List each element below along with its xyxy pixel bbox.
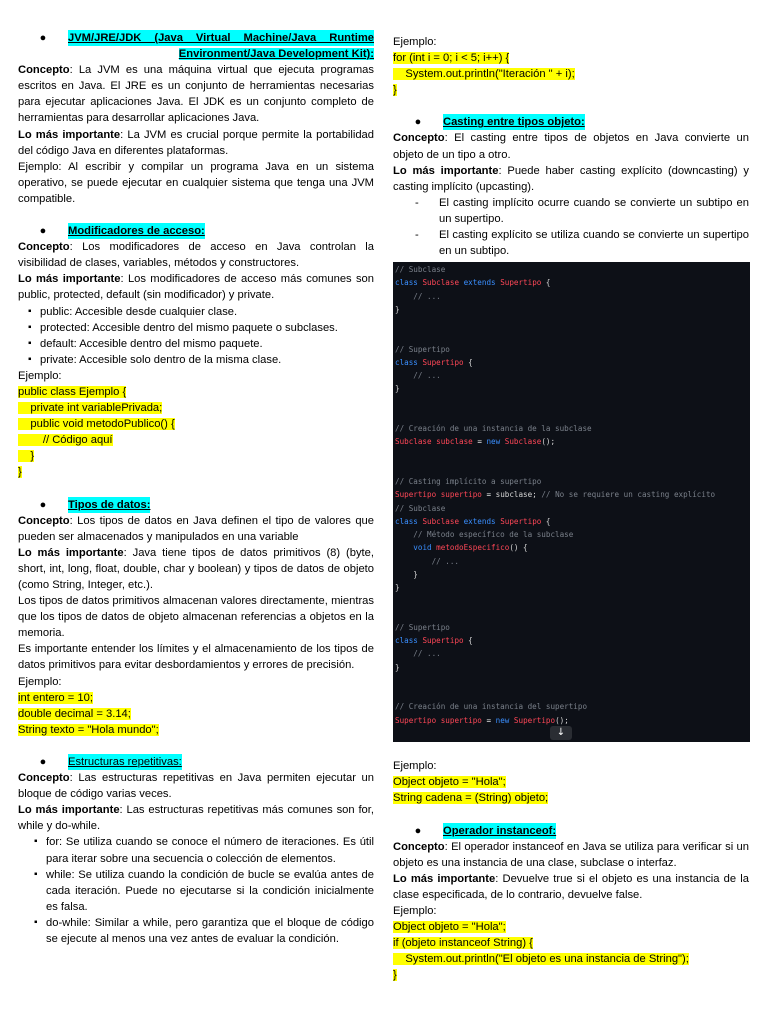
paragraph: Lo más importante: Devuelve true si el objeto es una instancia de la clase especificada, de lo contrario, devuelve false. <box>393 872 749 901</box>
section-heading-modificadores <box>18 223 374 239</box>
code-line: String cadena = (String) objeto; <box>393 792 549 805</box>
paragraph: Lo más importante: Java tiene tipos de datos primitivos (8) (byte, short, int, long, float, double, char y boolean) y tipos de datos de objeto (como String, Integer, etc.). <box>18 546 374 591</box>
paragraph: Concepto: Los tipos de datos en Java definen el tipo de valores que pueden ser almacenados y manipulados en una variable <box>18 514 374 543</box>
bullet-icon: ● <box>39 32 47 44</box>
code-line: public class Ejemplo { <box>18 385 127 398</box>
paragraph: Lo más importante: Los modificadores de acceso más comunes son public, protected, default (sin modificador) y private. <box>18 273 374 302</box>
list-item: ▪ do-while: Similar a while, pero garantiza que el bloque de código se ejecute al menos una vez antes de evaluar la condición. <box>34 915 374 947</box>
example-label: Ejemplo: <box>18 369 62 382</box>
heading-text: Modificadores de acceso: <box>68 223 205 239</box>
section-heading-casting <box>393 114 749 130</box>
list-item: - El casting explícito se utiliza cuando se convierte un supertipo en un subtipo. <box>393 227 749 259</box>
section-heading-instanceof <box>393 823 749 839</box>
code-line: } <box>393 969 397 982</box>
list-item: ▪ protected: Accesible dentro del mismo paquete o subclases. <box>28 320 374 336</box>
heading-text: Tipos de datos: <box>68 497 150 513</box>
loop-list <box>18 834 374 947</box>
list-item: ▪ while: Se utiliza cuando la condición de bucle se evalúa antes de cada iteración. Puede no ejecutarse si la condición inicialmente es falsa. <box>34 867 374 915</box>
paragraph: Concepto: El operador instanceof en Java se utiliza para verificar si un objeto es una instancia de una clase, subclase o interfaz. <box>393 840 749 869</box>
list-item: ▪ public: Accesible desde cualquier clase. <box>28 304 374 320</box>
bullet-icon: ● <box>39 755 47 768</box>
code-line: for (int i = 0; i < 5; i++) { <box>393 52 510 65</box>
right-column <box>393 34 749 983</box>
code-line: Object objeto = "Hola"; <box>393 921 506 934</box>
code-line: } <box>393 84 397 97</box>
paragraph: Es importante entender los límites y el almacenamiento de los tipos de datos primitivos para evitar desbordamientos y errores de precisión. <box>18 643 374 672</box>
code-block <box>393 919 749 983</box>
code-line: public void metodoPublico() { <box>18 418 175 431</box>
example-label: Ejemplo: <box>393 36 437 48</box>
paragraph: Lo más importante: Las estructuras repetitivas más comunes son for, while y do-while. <box>18 804 374 833</box>
paragraph: Concepto: El casting entre tipos de objetos en Java convierte un objeto de un tipo a otro. <box>393 132 749 161</box>
code-line: String texto = "Hola mundo"; <box>18 723 159 736</box>
code-line: } <box>18 466 22 479</box>
heading-text: Estructuras repetitivas: <box>68 754 182 770</box>
bullet-icon: ● <box>39 225 47 238</box>
code-line: // Código aquí <box>18 434 113 447</box>
code-line: if (objeto instanceof String) { <box>393 937 533 950</box>
code-line: System.out.println("El objeto es una instancia de String"); <box>393 953 689 966</box>
code-screenshot: // Subclase class Subclase extends Supertipo { // ... } // Supertipo class Supertipo { // ... } // Creación de una instancia de la subclase Subclase subclase = new Subclase(); // Casting implícito a supertipo Supertipo supertipo = subclase; // No se requiere un casting explícito // Subclase class Subclase extends Supertipo { // Método específico de la subclase void metodoEspecifico() { // ... } } // Supertipo class Supertipo { // ... } // Creación de una instancia del supertipo Supertipo supertipo = new Supertipo(); ↓ <box>393 262 750 742</box>
section-heading-tipos <box>18 497 374 513</box>
code-block <box>393 774 749 806</box>
code-line: } <box>18 450 35 463</box>
code-line: int entero = 10; <box>18 691 93 704</box>
example-label: Ejemplo: <box>393 760 437 773</box>
list-item: - El casting implícito ocurre cuando se convierte un subtipo en un supertipo. <box>393 195 749 227</box>
paragraph: Concepto: Las estructuras repetitivas en Java permiten ejecutar un bloque de código varias veces. <box>18 772 374 801</box>
heading-text: JVM/JRE/JDK (Java Virtual Machine/Java Runtime <box>68 32 374 44</box>
code-block <box>393 50 749 98</box>
section-heading-jvm <box>18 30 374 46</box>
code-line: System.out.println("Iteración " + i); <box>393 68 575 81</box>
scroll-down-icon[interactable]: ↓ <box>550 726 572 740</box>
casting-list <box>393 195 749 259</box>
modifier-list <box>18 304 374 368</box>
left-column <box>18 30 374 947</box>
paragraph: Lo más importante: La JVM es crucial porque permite la portabilidad del código Java en diferentes plataformas. <box>18 128 374 157</box>
heading-text: Casting entre tipos objeto: <box>443 114 585 130</box>
code-line: double decimal = 3.14; <box>18 707 131 720</box>
bullet-icon: ● <box>414 116 422 129</box>
section-heading-estructuras <box>18 754 374 770</box>
bullet-icon: ● <box>39 498 47 511</box>
heading-text: Environment/Java Development Kit): <box>178 48 374 61</box>
example-label: Ejemplo: <box>393 904 437 917</box>
code-line: private int variablePrivada; <box>18 402 163 415</box>
list-item: ▪ default: Accesible dentro del mismo paquete. <box>28 336 374 352</box>
paragraph: Concepto: La JVM es una máquina virtual que ejecuta programas escritos en Java. El JRE es un conjunto de herramientas necesarias para ejecutar aplicaciones Java. El JDK es un conjunto completo de herramientas para desarrollar aplicaciones Java. <box>18 64 374 125</box>
paragraph: Concepto: Los modificadores de acceso en Java controlan la visibilidad de clases, variables, métodos y constructores. <box>18 241 374 270</box>
code-line: Object objeto = "Hola"; <box>393 776 506 789</box>
paragraph: Ejemplo: Al escribir y compilar un programa Java en un sistema operativo, se puede ejecutar en cualquier sistema que tenga una JVM compatible. <box>18 160 374 205</box>
code-block <box>18 690 374 738</box>
heading-text: Operador instanceof: <box>443 823 556 839</box>
list-item: ▪ private: Accesible solo dentro de la misma clase. <box>28 352 374 368</box>
paragraph: Lo más importante: Puede haber casting explícito (downcasting) y casting implícito (upcasting). <box>393 164 749 193</box>
list-item: ▪ for: Se utiliza cuando se conoce el número de iteraciones. Es útil para iterar sobre una secuencia o colección de elementos. <box>34 834 374 866</box>
code-block <box>18 384 374 481</box>
paragraph: Los tipos de datos primitivos almacenan valores directamente, mientras que los tipos de datos de objeto almacenan referencias a objetos en la memoria. <box>18 595 374 640</box>
example-label: Ejemplo: <box>18 675 62 688</box>
bullet-icon: ● <box>414 824 422 837</box>
